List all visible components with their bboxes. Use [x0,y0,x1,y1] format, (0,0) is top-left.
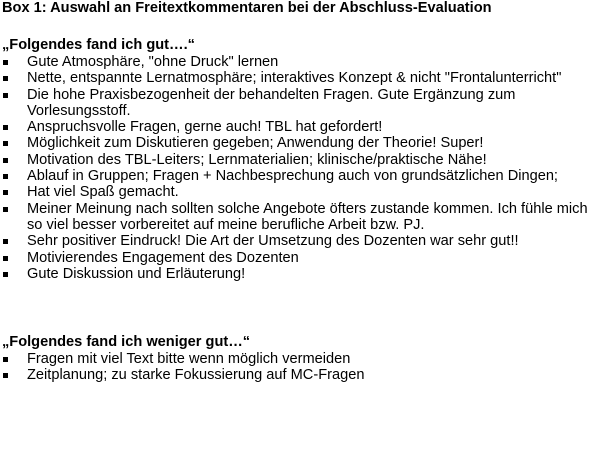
square-bullet-icon [3,76,8,81]
square-bullet-icon [3,190,8,195]
list-item: Nette, entspannte Lernatmosphäre; interaktives Konzept & nicht "Frontalunterricht" [2,70,600,86]
section-heading-positive: „Folgendes fand ich gut….“ [2,37,195,53]
list-item: Gute Diskussion und Erläuterung! [2,266,600,282]
square-bullet-icon [3,60,8,65]
list-item: Meiner Meinung nach sollten solche Angebote öfters zustande kommen. Ich fühle mich so viel besser vorbereitet auf meine berufliche Arbeit bzw. PJ. [2,201,600,234]
list-item: Die hohe Praxisbezogenheit der behandelten Fragen. Gute Ergänzung zum Vorlesungsstoff. [2,87,600,120]
square-bullet-icon [3,357,8,362]
list-item: Zeitplanung; zu starke Fokussierung auf MC-Fragen [2,367,600,383]
list-item: Motivation des TBL-Leiters; Lernmaterialien; klinische/praktische Nähe! [2,152,600,168]
section-heading-negative: „Folgendes fand ich weniger gut…“ [2,334,251,351]
list-item: Möglichkeit zum Diskutieren gegeben; Anwendung der Theorie! Super! [2,135,600,151]
positive-comments-list [2,54,600,282]
square-bullet-icon [3,207,8,212]
square-bullet-icon [3,93,8,98]
square-bullet-icon [3,256,8,261]
negative-comments-list [2,351,600,384]
list-item: Hat viel Spaß gemacht. [2,184,600,200]
list-item: Sehr positiver Eindruck! Die Art der Umsetzung des Dozenten war sehr gut!! [2,233,600,249]
square-bullet-icon [3,373,8,378]
document-page [2,0,600,384]
square-bullet-icon [3,174,8,179]
square-bullet-icon [3,125,8,130]
square-bullet-icon [3,272,8,277]
list-item: Ablauf in Gruppen; Fragen + Nachbesprechung auch von grundsätzlichen Dingen; [2,168,600,184]
box-title: Box 1: Auswahl an Freitextkommentaren bei der Abschluss-Evaluation [2,0,492,16]
square-bullet-icon [3,141,8,146]
list-item: Gute Atmosphäre, "ohne Druck" lernen [2,54,600,70]
list-item: Fragen mit viel Text bitte wenn möglich vermeiden [2,351,600,367]
square-bullet-icon [3,239,8,244]
square-bullet-icon [3,158,8,163]
list-item: Motivierendes Engagement des Dozenten [2,250,600,266]
list-item: Anspruchsvolle Fragen, gerne auch! TBL hat gefordert! [2,119,600,135]
